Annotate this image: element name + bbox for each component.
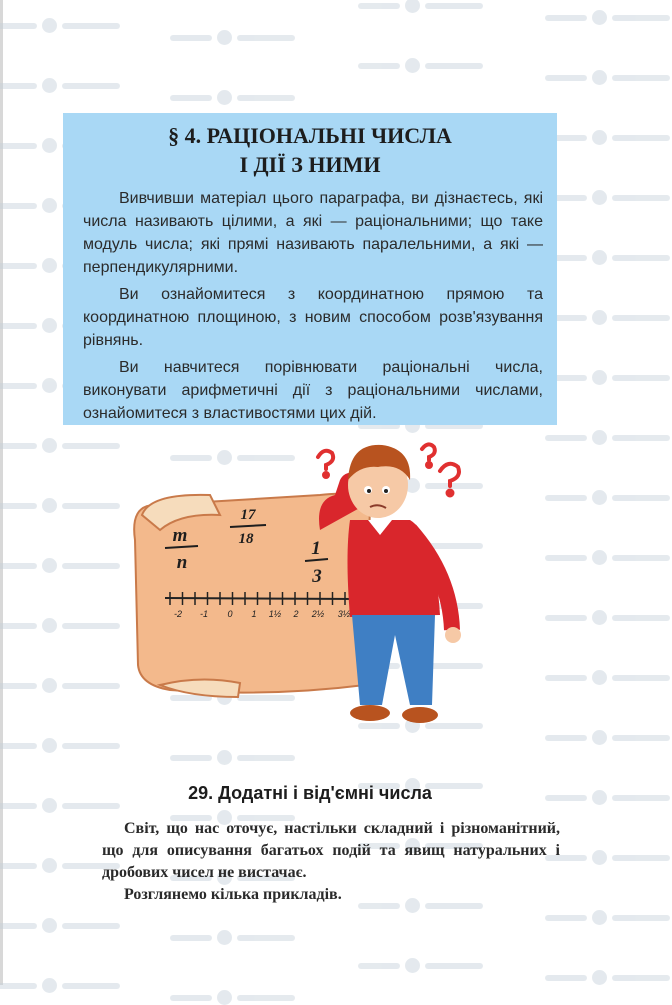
watermark-wordmark: [358, 3, 400, 9]
fraction-numerator: 1: [311, 538, 321, 559]
watermark-wordmark: [62, 923, 120, 929]
watermark-logo-icon: [217, 750, 232, 765]
watermark-wordmark: [0, 983, 37, 989]
watermark-logo-icon: [592, 910, 607, 925]
watermark: [358, 958, 483, 973]
watermark-logo-icon: [42, 18, 57, 33]
watermark-logo-icon: [217, 990, 232, 1005]
watermark: [0, 498, 120, 513]
watermark-wordmark: [62, 83, 120, 89]
watermark-wordmark: [545, 915, 587, 921]
section-intro-text: [83, 187, 543, 429]
watermark-wordmark: [612, 375, 670, 381]
watermark-wordmark: [0, 683, 37, 689]
watermark-logo-icon: [42, 918, 57, 933]
watermark-logo-icon: [42, 198, 57, 213]
watermark-wordmark: [545, 495, 587, 501]
watermark: [545, 850, 670, 865]
number-line-label: -2: [173, 609, 183, 619]
watermark-logo-icon: [592, 490, 607, 505]
watermark-logo-icon: [42, 78, 57, 93]
number-line-label: 3½: [337, 609, 351, 619]
watermark-wordmark: [62, 623, 120, 629]
watermark-wordmark: [0, 503, 37, 509]
fraction-denominator: n: [176, 552, 188, 573]
watermark-wordmark: [545, 615, 587, 621]
watermark-wordmark: [0, 23, 37, 29]
watermark-wordmark: [612, 435, 670, 441]
number-line-label: 1½: [268, 609, 282, 619]
watermark-wordmark: [237, 95, 295, 101]
watermark-wordmark: [612, 195, 670, 201]
watermark-wordmark: [612, 315, 670, 321]
watermark: [545, 610, 670, 625]
watermark-wordmark: [62, 443, 120, 449]
watermark-wordmark: [237, 935, 295, 941]
watermark-wordmark: [545, 555, 587, 561]
watermark-wordmark: [612, 15, 670, 21]
watermark-wordmark: [62, 683, 120, 689]
watermark-wordmark: [0, 443, 37, 449]
watermark-logo-icon: [592, 850, 607, 865]
watermark-wordmark: [545, 75, 587, 81]
watermark-wordmark: [0, 923, 37, 929]
watermark: [545, 130, 670, 145]
watermark-wordmark: [612, 255, 670, 261]
watermark: [358, 58, 483, 73]
watermark-logo-icon: [592, 970, 607, 985]
watermark-logo-icon: [592, 370, 607, 385]
watermark-wordmark: [62, 563, 120, 569]
watermark-logo-icon: [42, 618, 57, 633]
watermark-wordmark: [358, 963, 400, 969]
watermark-wordmark: [0, 383, 37, 389]
watermark-wordmark: [170, 95, 212, 101]
watermark-wordmark: [612, 735, 670, 741]
watermark: [0, 678, 120, 693]
watermark: [545, 670, 670, 685]
watermark-wordmark: [545, 15, 587, 21]
watermark-logo-icon: [42, 378, 57, 393]
watermark-logo-icon: [592, 730, 607, 745]
watermark-logo-icon: [592, 10, 607, 25]
watermark-logo-icon: [217, 90, 232, 105]
watermark-logo-icon: [592, 70, 607, 85]
fraction-numerator: 17: [240, 507, 256, 523]
watermark-wordmark: [425, 63, 483, 69]
watermark-logo-icon: [592, 190, 607, 205]
watermark-wordmark: [612, 495, 670, 501]
watermark: [170, 90, 295, 105]
watermark: [545, 190, 670, 205]
watermark-wordmark: [0, 143, 37, 149]
watermark-wordmark: [237, 35, 295, 41]
watermark: [545, 430, 670, 445]
fraction-denominator: 3: [312, 566, 322, 587]
watermark-wordmark: [612, 75, 670, 81]
watermark: [170, 750, 295, 765]
watermark-wordmark: [237, 755, 295, 761]
subsection-paragraph: Розглянемо кілька прикладів.: [124, 886, 342, 903]
subsection-paragraph: Світ, що нас оточує, настільки складний і різноманітний, що для описування багатьох подій та явищ натуральних і дробових чисел не вистачає.: [102, 820, 560, 881]
section-title: [63, 121, 557, 179]
watermark-wordmark: [0, 203, 37, 209]
watermark: [545, 250, 670, 265]
watermark-wordmark: [612, 615, 670, 621]
intro-paragraph: Ви ознайомитеся з координатною прямою та координатною площиною, з новим способом розв'язування рівнянь.: [83, 286, 543, 349]
number-line-label: 0: [227, 609, 233, 619]
watermark: [545, 10, 670, 25]
watermark-wordmark: [170, 755, 212, 761]
watermark: [170, 990, 295, 1005]
watermark-logo-icon: [42, 498, 57, 513]
watermark-wordmark: [170, 935, 212, 941]
watermark-wordmark: [612, 975, 670, 981]
intro-paragraph: Вивчивши матеріал цього параграфа, ви дізнаєтесь, які числа називають цілими, а які — раціональними; що таке модуль числа; які прямі називають паралельними, а які — перпендикулярними.: [83, 190, 543, 276]
watermark-wordmark: [612, 135, 670, 141]
watermark-wordmark: [0, 863, 37, 869]
watermark-wordmark: [0, 563, 37, 569]
watermark-wordmark: [62, 743, 120, 749]
watermark-logo-icon: [592, 130, 607, 145]
watermark-wordmark: [0, 323, 37, 329]
page-edge: [0, 0, 3, 985]
watermark: [0, 558, 120, 573]
watermark: [0, 738, 120, 753]
watermark-logo-icon: [592, 550, 607, 565]
watermark: [545, 910, 670, 925]
watermark: [545, 970, 670, 985]
watermark: [358, 0, 483, 13]
watermark-logo-icon: [592, 430, 607, 445]
watermark-logo-icon: [592, 250, 607, 265]
number-line-label: -1: [199, 609, 209, 619]
watermark-wordmark: [0, 83, 37, 89]
watermark-logo-icon: [42, 738, 57, 753]
section-title-line1: § 4. РАЦІОНАЛЬНІ ЧИСЛА: [168, 123, 452, 148]
watermark-wordmark: [237, 995, 295, 1001]
section-intro-box: [63, 113, 557, 425]
watermark: [0, 618, 120, 633]
watermark-wordmark: [612, 675, 670, 681]
watermark: [545, 310, 670, 325]
watermark-wordmark: [545, 435, 587, 441]
watermark: [545, 490, 670, 505]
section-title-line2: І ДІЇ З НИМИ: [239, 152, 381, 177]
watermark: [545, 70, 670, 85]
number-line-label: 1: [251, 609, 257, 619]
watermark-wordmark: [62, 503, 120, 509]
number-line-label: 2½: [311, 609, 325, 619]
watermark: [545, 730, 670, 745]
watermark: [0, 438, 120, 453]
watermark-logo-icon: [592, 610, 607, 625]
watermark: [0, 78, 120, 93]
watermark-wordmark: [425, 963, 483, 969]
watermark-logo-icon: [217, 930, 232, 945]
watermark: [0, 18, 120, 33]
watermark-wordmark: [170, 995, 212, 1001]
watermark-logo-icon: [217, 30, 232, 45]
watermark-wordmark: [545, 975, 587, 981]
watermark: [545, 370, 670, 385]
fraction-denominator: 18: [238, 531, 254, 547]
watermark-wordmark: [612, 855, 670, 861]
watermark: [0, 978, 120, 993]
watermark-logo-icon: [405, 958, 420, 973]
illustration-boy-with-scroll: [120, 435, 490, 745]
watermark-logo-icon: [42, 438, 57, 453]
watermark: [545, 550, 670, 565]
watermark-wordmark: [62, 983, 120, 989]
watermark-logo-icon: [42, 318, 57, 333]
watermark-logo-icon: [42, 138, 57, 153]
watermark: [0, 918, 120, 933]
watermark-wordmark: [0, 743, 37, 749]
watermark: [170, 930, 295, 945]
watermark-logo-icon: [405, 0, 420, 13]
watermark-wordmark: [545, 675, 587, 681]
watermark-logo-icon: [42, 558, 57, 573]
number-line-label: 2: [293, 609, 299, 619]
watermark-logo-icon: [42, 858, 57, 873]
watermark-logo-icon: [42, 678, 57, 693]
watermark-logo-icon: [42, 978, 57, 993]
watermark-wordmark: [545, 735, 587, 741]
watermark-logo-icon: [42, 258, 57, 273]
watermark-logo-icon: [405, 58, 420, 73]
watermark: [170, 30, 295, 45]
watermark-wordmark: [170, 35, 212, 41]
fraction-numerator: m: [172, 525, 188, 546]
subsection-text: [102, 818, 560, 906]
watermark-logo-icon: [592, 670, 607, 685]
watermark-wordmark: [612, 795, 670, 801]
watermark-wordmark: [612, 915, 670, 921]
intro-paragraph: Ви навчитеся порівнювати раціональні числа, виконувати арифметичні дії з раціональними числами, ознайомитеся з властивостями цих дій.: [83, 359, 543, 422]
watermark-wordmark: [62, 23, 120, 29]
watermark-wordmark: [425, 3, 483, 9]
watermark-wordmark: [0, 263, 37, 269]
subsection-title: 29. Додатні і від'ємні числа: [188, 783, 432, 803]
watermark-wordmark: [612, 555, 670, 561]
watermark-wordmark: [0, 623, 37, 629]
watermark-logo-icon: [592, 310, 607, 325]
watermark-wordmark: [358, 63, 400, 69]
